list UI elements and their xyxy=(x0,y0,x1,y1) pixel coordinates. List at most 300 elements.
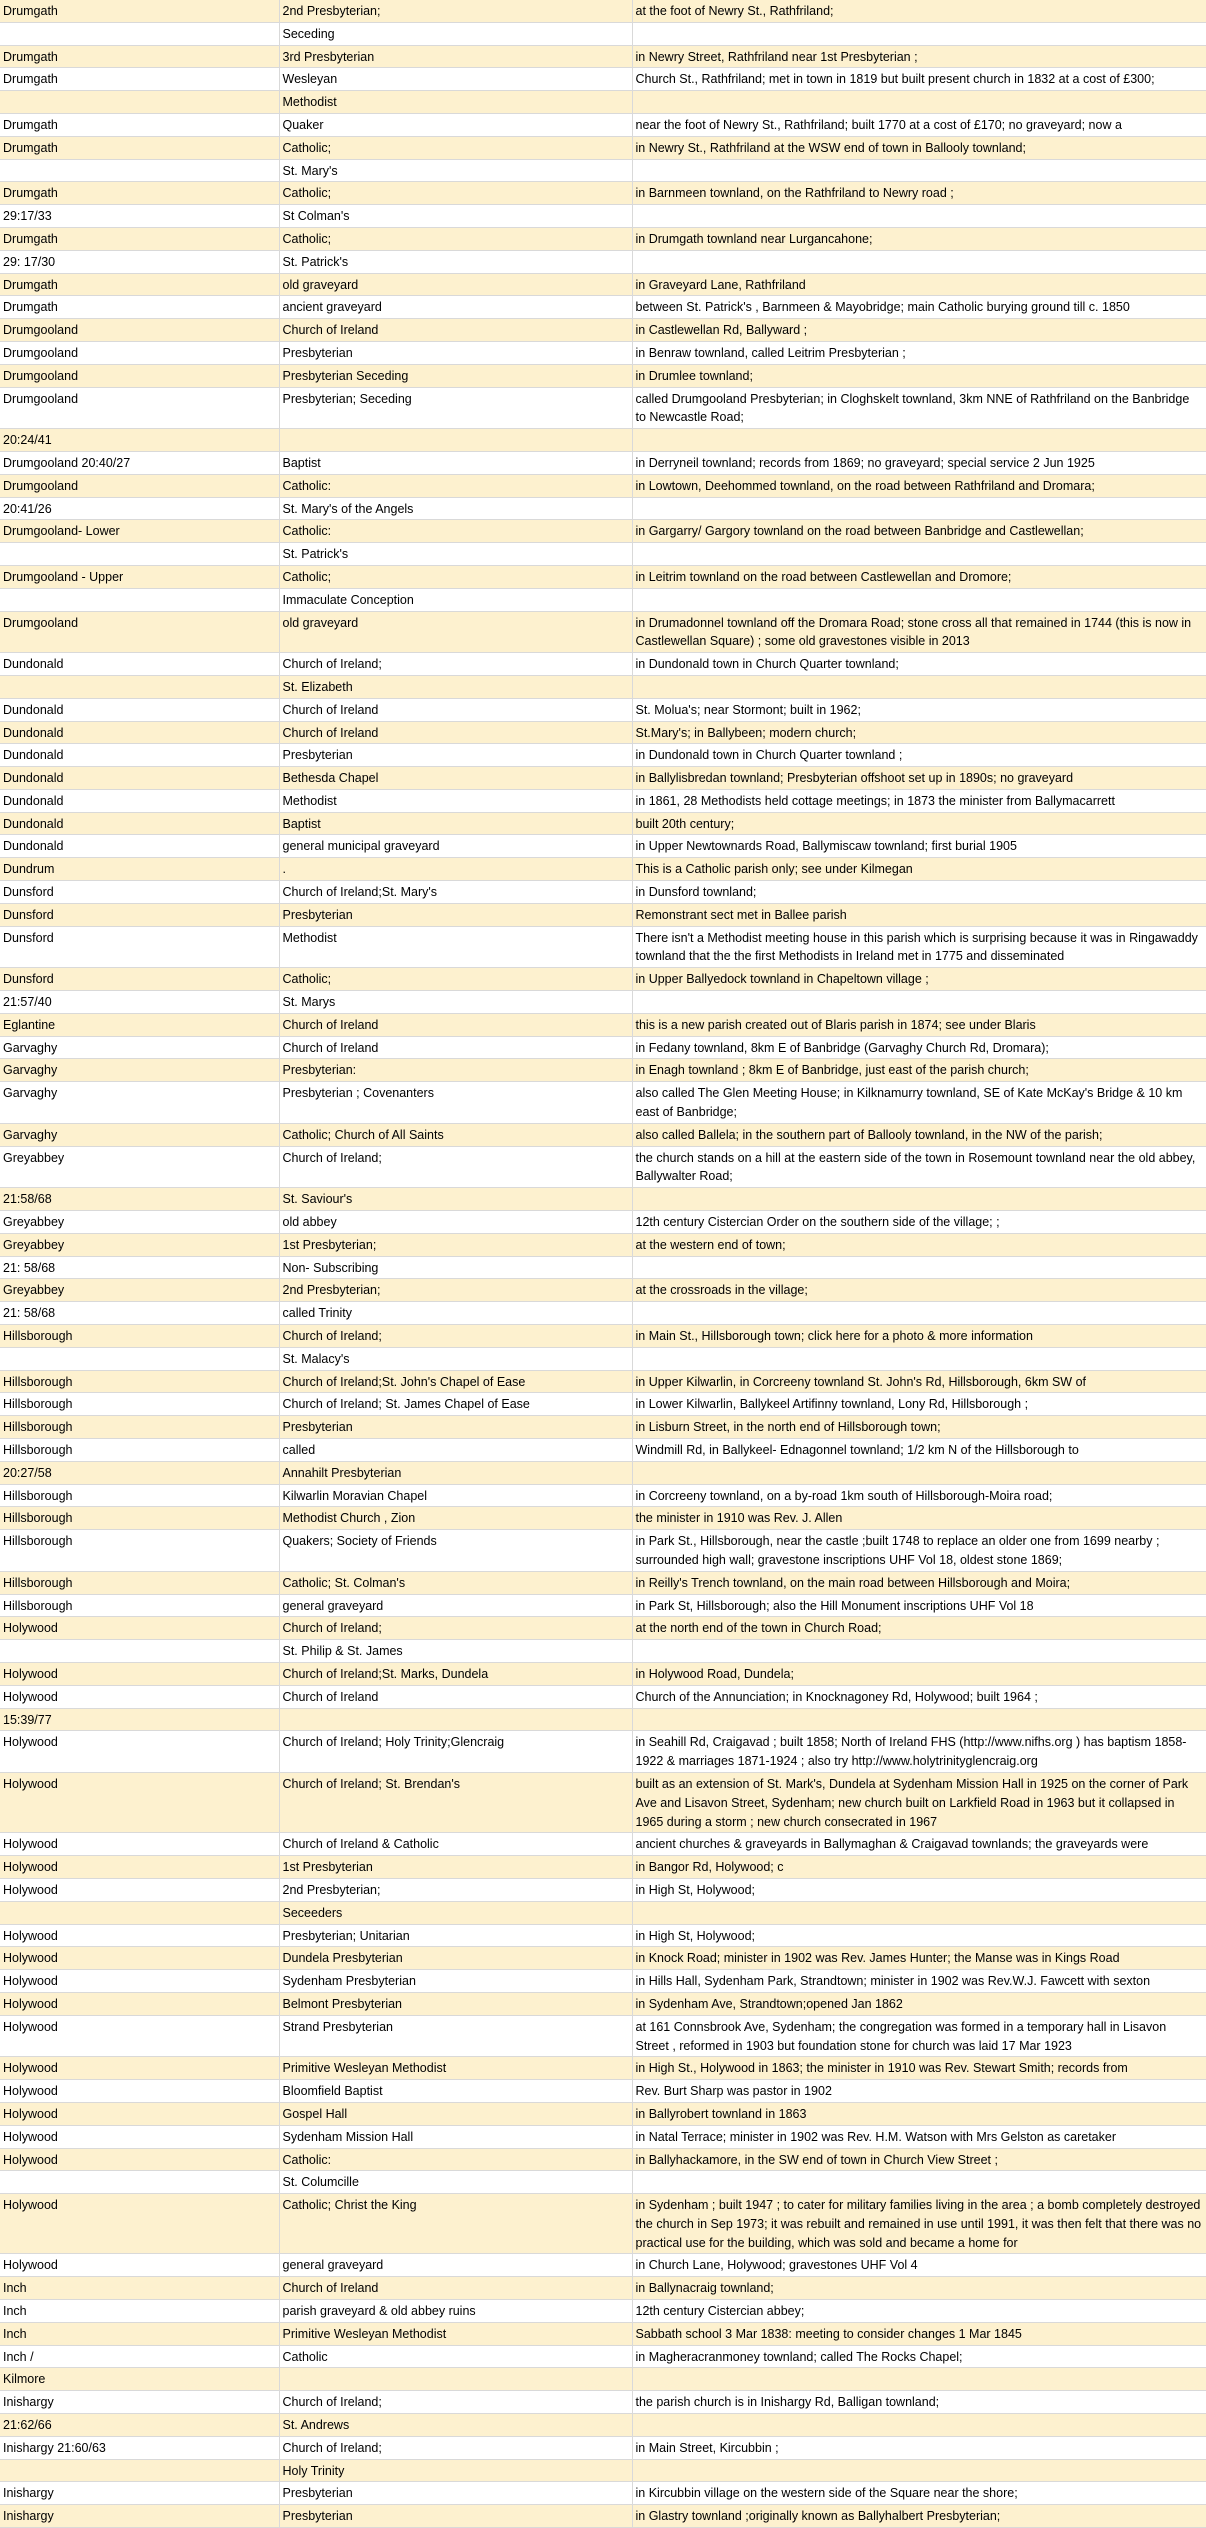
parish-cell[interactable] xyxy=(0,22,279,45)
denomination-cell[interactable]: St. Philip & St. James xyxy=(279,1640,632,1663)
denomination-cell[interactable]: Church of Ireland xyxy=(279,698,632,721)
location-notes-cell[interactable]: St.Mary's; in Ballybeen; modern church; xyxy=(632,721,1206,744)
denomination-cell[interactable]: Strand Presbyterian xyxy=(279,2015,632,2057)
denomination-cell[interactable]: 3rd Presbyterian xyxy=(279,45,632,68)
parish-cell[interactable]: Hillsborough xyxy=(0,1530,279,1572)
location-notes-cell[interactable]: in High St, Holywood; xyxy=(632,1878,1206,1901)
location-notes-cell[interactable]: 12th century Cistercian Order on the southern side of the village; ; xyxy=(632,1211,1206,1234)
denomination-cell[interactable]: Sydenham Presbyterian xyxy=(279,1970,632,1993)
parish-cell[interactable]: Drumgooland xyxy=(0,611,279,653)
denomination-cell[interactable]: Methodist xyxy=(279,789,632,812)
denomination-cell[interactable]: Catholic; xyxy=(279,565,632,588)
location-notes-cell[interactable] xyxy=(632,675,1206,698)
parish-cell[interactable]: Inch xyxy=(0,2277,279,2300)
denomination-cell[interactable]: Presbyterian: xyxy=(279,1059,632,1082)
denomination-cell[interactable]: Church of Ireland;St. Mary's xyxy=(279,881,632,904)
location-notes-cell[interactable]: the minister in 1910 was Rev. J. Allen xyxy=(632,1507,1206,1530)
denomination-cell[interactable]: St. Mary's xyxy=(279,159,632,182)
parish-cell[interactable]: 21:58/68 xyxy=(0,1188,279,1211)
parish-cell[interactable] xyxy=(0,588,279,611)
parish-cell[interactable]: Kilmore xyxy=(0,2368,279,2391)
location-notes-cell[interactable]: at the north end of the town in Church Road; xyxy=(632,1617,1206,1640)
parish-cell[interactable]: Drumgath xyxy=(0,113,279,136)
location-notes-cell[interactable] xyxy=(632,1188,1206,1211)
location-notes-cell[interactable]: 12th century Cistercian abbey; xyxy=(632,2300,1206,2323)
location-notes-cell[interactable]: built as an extension of St. Mark's, Dundela at Sydenham Mission Hall in 1925 on the corner of Park Ave and Lisavon Street, Sydenham; new church built on Larkfield Road in 1963 but it collapsed in 1965 during a storm ; new church consecrated in 1967 xyxy=(632,1772,1206,1832)
location-notes-cell[interactable] xyxy=(632,588,1206,611)
location-notes-cell[interactable]: in Sydenham Ave, Strandtown;opened Jan 1862 xyxy=(632,1992,1206,2015)
location-notes-cell[interactable]: in Hills Hall, Sydenham Park, Strandtown; minister in 1902 was Rev.W.J. Fawcett with sexton xyxy=(632,1970,1206,1993)
location-notes-cell[interactable]: Remonstrant sect met in Ballee parish xyxy=(632,903,1206,926)
location-notes-cell[interactable]: in High St., Holywood in 1863; the minister in 1910 was Rev. Stewart Smith; records from xyxy=(632,2057,1206,2080)
parish-cell[interactable]: Garvaghy xyxy=(0,1082,279,1124)
denomination-cell[interactable]: . xyxy=(279,858,632,881)
denomination-cell[interactable]: called Trinity xyxy=(279,1302,632,1325)
parish-cell[interactable] xyxy=(0,2171,279,2194)
denomination-cell[interactable]: Church of Ireland;St. John's Chapel of Ease xyxy=(279,1370,632,1393)
parish-cell[interactable]: Holywood xyxy=(0,1947,279,1970)
denomination-cell[interactable]: St. Mary's of the Angels xyxy=(279,497,632,520)
denomination-cell[interactable]: St. Elizabeth xyxy=(279,675,632,698)
parish-cell[interactable]: Holywood xyxy=(0,2015,279,2057)
location-notes-cell[interactable]: in Lowtown, Deehommed townland, on the road between Rathfriland and Dromara; xyxy=(632,474,1206,497)
location-notes-cell[interactable]: in Kircubbin village on the western side of the Square near the shore; xyxy=(632,2482,1206,2505)
location-notes-cell[interactable]: in Dundonald town in Church Quarter townland; xyxy=(632,653,1206,676)
parish-cell[interactable]: Drumgath xyxy=(0,296,279,319)
parish-cell[interactable]: Dundonald xyxy=(0,835,279,858)
location-notes-cell[interactable]: in Drumgath townland near Lurgancahone; xyxy=(632,227,1206,250)
parish-cell[interactable]: Holywood xyxy=(0,2125,279,2148)
parish-cell[interactable]: Hillsborough xyxy=(0,1507,279,1530)
denomination-cell[interactable]: Non- Subscribing xyxy=(279,1256,632,1279)
parish-cell[interactable]: Hillsborough xyxy=(0,1439,279,1462)
denomination-cell[interactable]: Presbyterian Seceding xyxy=(279,364,632,387)
location-notes-cell[interactable]: in Natal Terrace; minister in 1902 was Rev. H.M. Watson with Mrs Gelston as caretaker xyxy=(632,2125,1206,2148)
parish-cell[interactable]: Hillsborough xyxy=(0,1571,279,1594)
parish-cell[interactable]: Drumgooland xyxy=(0,364,279,387)
location-notes-cell[interactable]: in Lisburn Street, in the north end of Hillsborough town; xyxy=(632,1416,1206,1439)
parish-cell[interactable]: Hillsborough xyxy=(0,1325,279,1348)
parish-cell[interactable]: Inishargy xyxy=(0,2505,279,2528)
parish-cell[interactable]: Holywood xyxy=(0,1833,279,1856)
parish-cell[interactable]: 21: 58/68 xyxy=(0,1256,279,1279)
location-notes-cell[interactable]: in Main Street, Kircubbin ; xyxy=(632,2436,1206,2459)
parish-cell[interactable]: 21: 58/68 xyxy=(0,1302,279,1325)
location-notes-cell[interactable]: in Seahill Rd, Craigavad ; built 1858; North of Ireland FHS (http://www.nifhs.org ) has baptism 1858-1922 & marriages 1871-1924 ; also try http://www.holytrinityglencraig.org xyxy=(632,1731,1206,1773)
parish-cell[interactable]: Drumgooland xyxy=(0,474,279,497)
denomination-cell[interactable] xyxy=(279,429,632,452)
denomination-cell[interactable]: Church of Ireland; xyxy=(279,1325,632,1348)
location-notes-cell[interactable] xyxy=(632,2171,1206,2194)
denomination-cell[interactable]: Church of Ireland; xyxy=(279,2391,632,2414)
denomination-cell[interactable]: St. Patrick's xyxy=(279,250,632,273)
parish-cell[interactable]: 29: 17/30 xyxy=(0,250,279,273)
parish-cell[interactable] xyxy=(0,543,279,566)
parish-cell[interactable]: Drumgooland 20:40/27 xyxy=(0,451,279,474)
parish-cell[interactable]: Dundonald xyxy=(0,744,279,767)
location-notes-cell[interactable] xyxy=(632,2414,1206,2437)
parish-cell[interactable]: Dundonald xyxy=(0,653,279,676)
parish-cell[interactable]: Dundonald xyxy=(0,698,279,721)
location-notes-cell[interactable]: in Castlewellan Rd, Ballyward ; xyxy=(632,319,1206,342)
denomination-cell[interactable]: Kilwarlin Moravian Chapel xyxy=(279,1484,632,1507)
parish-cell[interactable]: Dunsford xyxy=(0,903,279,926)
denomination-cell[interactable]: Bloomfield Baptist xyxy=(279,2080,632,2103)
location-notes-cell[interactable]: in Sydenham ; built 1947 ; to cater for military families living in the area ; a bomb completely destroyed the church in Sep 1973; it was rebuilt and remained in use until 1991, it was then felt that there was no practical use for the building, which was sold and became a home for xyxy=(632,2194,1206,2254)
parish-cell[interactable]: Drumgooland - Upper xyxy=(0,565,279,588)
parish-cell[interactable]: Holywood xyxy=(0,2102,279,2125)
location-notes-cell[interactable]: also called The Glen Meeting House; in Kilknamurry townland, SE of Kate McKay's Bridge & 10 km east of Banbridge; xyxy=(632,1082,1206,1124)
denomination-cell[interactable]: old graveyard xyxy=(279,273,632,296)
location-notes-cell[interactable]: between St. Patrick's , Barnmeen & Mayobridge; main Catholic burying ground till c. 1850 xyxy=(632,296,1206,319)
location-notes-cell[interactable]: in Ballyrobert townland in 1863 xyxy=(632,2102,1206,2125)
parish-cell[interactable]: Dunsford xyxy=(0,968,279,991)
denomination-cell[interactable]: Seceeders xyxy=(279,1901,632,1924)
parish-cell[interactable]: Drumgooland xyxy=(0,319,279,342)
denomination-cell[interactable]: St Colman's xyxy=(279,205,632,228)
denomination-cell[interactable]: Church of Ireland;St. Marks, Dundela xyxy=(279,1662,632,1685)
location-notes-cell[interactable]: Church St., Rathfriland; met in town in 1819 but built present church in 1832 at a cost of £300; xyxy=(632,68,1206,91)
location-notes-cell[interactable]: in Newry Street, Rathfriland near 1st Presbyterian ; xyxy=(632,45,1206,68)
parish-cell[interactable]: Holywood xyxy=(0,1731,279,1773)
parish-cell[interactable]: Drumgath xyxy=(0,45,279,68)
denomination-cell[interactable]: Church of Ireland xyxy=(279,319,632,342)
location-notes-cell[interactable]: Church of the Annunciation; in Knocknagoney Rd, Holywood; built 1964 ; xyxy=(632,1685,1206,1708)
denomination-cell[interactable]: Church of Ireland xyxy=(279,1685,632,1708)
parish-cell[interactable]: Inishargy 21:60/63 xyxy=(0,2436,279,2459)
parish-cell[interactable]: Drumgooland xyxy=(0,341,279,364)
denomination-cell[interactable]: parish graveyard & old abbey ruins xyxy=(279,2300,632,2323)
location-notes-cell[interactable]: the parish church is in Inishargy Rd, Balligan townland; xyxy=(632,2391,1206,2414)
parish-cell[interactable]: Greyabbey xyxy=(0,1211,279,1234)
location-notes-cell[interactable]: in Magheracranmoney townland; called The Rocks Chapel; xyxy=(632,2345,1206,2368)
denomination-cell[interactable]: Gospel Hall xyxy=(279,2102,632,2125)
location-notes-cell[interactable] xyxy=(632,1461,1206,1484)
denomination-cell[interactable]: Church of Ireland; xyxy=(279,1617,632,1640)
denomination-cell[interactable]: Holy Trinity xyxy=(279,2459,632,2482)
parish-cell[interactable]: 20:24/41 xyxy=(0,429,279,452)
denomination-cell[interactable]: Church of Ireland; Holy Trinity;Glencraig xyxy=(279,1731,632,1773)
denomination-cell[interactable]: Catholic; xyxy=(279,136,632,159)
denomination-cell[interactable]: 2nd Presbyterian; xyxy=(279,0,632,22)
parish-cell[interactable]: Holywood xyxy=(0,1685,279,1708)
parish-cell[interactable]: Holywood xyxy=(0,1970,279,1993)
denomination-cell[interactable]: Presbyterian xyxy=(279,1416,632,1439)
denomination-cell[interactable]: old abbey xyxy=(279,1211,632,1234)
denomination-cell[interactable]: general graveyard xyxy=(279,1594,632,1617)
parish-cell[interactable]: Hillsborough xyxy=(0,1393,279,1416)
location-notes-cell[interactable] xyxy=(632,991,1206,1014)
denomination-cell[interactable]: Catholic: xyxy=(279,2148,632,2171)
denomination-cell[interactable]: Bethesda Chapel xyxy=(279,767,632,790)
parish-cell[interactable]: Holywood xyxy=(0,2194,279,2254)
parish-cell[interactable]: Dunsford xyxy=(0,881,279,904)
denomination-cell[interactable]: Quakers; Society of Friends xyxy=(279,1530,632,1572)
denomination-cell[interactable]: general municipal graveyard xyxy=(279,835,632,858)
location-notes-cell[interactable]: in Gargarry/ Gargory townland on the road between Banbridge and Castlewellan; xyxy=(632,520,1206,543)
denomination-cell[interactable]: St. Malacy's xyxy=(279,1347,632,1370)
denomination-cell[interactable]: Catholic; xyxy=(279,968,632,991)
denomination-cell[interactable]: called xyxy=(279,1439,632,1462)
parish-cell[interactable]: Inch xyxy=(0,2300,279,2323)
location-notes-cell[interactable]: in Graveyard Lane, Rathfriland xyxy=(632,273,1206,296)
parish-cell[interactable] xyxy=(0,2459,279,2482)
denomination-cell[interactable]: Immaculate Conception xyxy=(279,588,632,611)
location-notes-cell[interactable]: in Derryneil townland; records from 1869; no graveyard; special service 2 Jun 1925 xyxy=(632,451,1206,474)
parish-cell[interactable]: Garvaghy xyxy=(0,1059,279,1082)
parish-cell[interactable]: Holywood xyxy=(0,1772,279,1832)
denomination-cell[interactable]: Catholic; Christ the King xyxy=(279,2194,632,2254)
denomination-cell[interactable]: Church of Ireland; xyxy=(279,1146,632,1188)
denomination-cell[interactable]: Belmont Presbyterian xyxy=(279,1992,632,2015)
location-notes-cell[interactable] xyxy=(632,1256,1206,1279)
location-notes-cell[interactable] xyxy=(632,159,1206,182)
denomination-cell[interactable]: Catholic xyxy=(279,2345,632,2368)
location-notes-cell[interactable]: in Upper Kilwarlin, in Corcreeny townland St. John's Rd, Hillsborough, 6km SW of xyxy=(632,1370,1206,1393)
denomination-cell[interactable]: Primitive Wesleyan Methodist xyxy=(279,2057,632,2080)
denomination-cell[interactable]: Church of Ireland xyxy=(279,721,632,744)
denomination-cell[interactable]: Sydenham Mission Hall xyxy=(279,2125,632,2148)
denomination-cell[interactable]: Wesleyan xyxy=(279,68,632,91)
location-notes-cell[interactable]: in Corcreeny townland, on a by-road 1km south of Hillsborough-Moira road; xyxy=(632,1484,1206,1507)
parish-cell[interactable]: Holywood xyxy=(0,2080,279,2103)
location-notes-cell[interactable]: in Drumlee townland; xyxy=(632,364,1206,387)
denomination-cell[interactable]: Presbyterian xyxy=(279,2482,632,2505)
parish-cell[interactable]: Holywood xyxy=(0,1878,279,1901)
denomination-cell[interactable]: Dundela Presbyterian xyxy=(279,1947,632,1970)
location-notes-cell[interactable]: in Park St, Hillsborough; also the Hill Monument inscriptions UHF Vol 18 xyxy=(632,1594,1206,1617)
location-notes-cell[interactable]: built 20th century; xyxy=(632,812,1206,835)
location-notes-cell[interactable]: in Holywood Road, Dundela; xyxy=(632,1662,1206,1685)
denomination-cell[interactable]: Church of Ireland xyxy=(279,2277,632,2300)
location-notes-cell[interactable]: in 1861, 28 Methodists held cottage meetings; in 1873 the minister from Ballymacarrett xyxy=(632,789,1206,812)
parish-cell[interactable]: Greyabbey xyxy=(0,1233,279,1256)
denomination-cell[interactable]: Church of Ireland; St. Brendan's xyxy=(279,1772,632,1832)
parish-cell[interactable]: Drumgath xyxy=(0,182,279,205)
denomination-cell[interactable]: Primitive Wesleyan Methodist xyxy=(279,2322,632,2345)
location-notes-cell[interactable] xyxy=(632,2459,1206,2482)
location-notes-cell[interactable]: in Barnmeen townland, on the Rathfriland to Newry road ; xyxy=(632,182,1206,205)
parish-cell[interactable]: 15:39/77 xyxy=(0,1708,279,1731)
location-notes-cell[interactable]: this is a new parish created out of Blaris parish in 1874; see under Blaris xyxy=(632,1013,1206,1036)
parish-cell[interactable]: Inishargy xyxy=(0,2482,279,2505)
parish-cell[interactable]: Hillsborough xyxy=(0,1416,279,1439)
location-notes-cell[interactable]: at the foot of Newry St., Rathfriland; xyxy=(632,0,1206,22)
location-notes-cell[interactable] xyxy=(632,1708,1206,1731)
location-notes-cell[interactable] xyxy=(632,1901,1206,1924)
denomination-cell[interactable]: Catholic; xyxy=(279,227,632,250)
parish-cell[interactable]: Drumgath xyxy=(0,273,279,296)
parish-cell[interactable]: Eglantine xyxy=(0,1013,279,1036)
parish-cell[interactable]: Hillsborough xyxy=(0,1370,279,1393)
location-notes-cell[interactable]: in Dundonald town in Church Quarter townland ; xyxy=(632,744,1206,767)
location-notes-cell[interactable]: in Bangor Rd, Holywood; c xyxy=(632,1856,1206,1879)
location-notes-cell[interactable]: the church stands on a hill at the eastern side of the town in Rosemount townland near the old abbey, Ballywalter Road; xyxy=(632,1146,1206,1188)
location-notes-cell[interactable]: in Upper Newtownards Road, Ballymiscaw townland; first burial 1905 xyxy=(632,835,1206,858)
denomination-cell[interactable] xyxy=(279,2368,632,2391)
parish-cell[interactable]: Greyabbey xyxy=(0,1146,279,1188)
location-notes-cell[interactable]: Rev. Burt Sharp was pastor in 1902 xyxy=(632,2080,1206,2103)
location-notes-cell[interactable]: in Benraw townland, called Leitrim Presbyterian ; xyxy=(632,341,1206,364)
denomination-cell[interactable]: Catholic: xyxy=(279,520,632,543)
location-notes-cell[interactable]: also called Ballela; in the southern part of Ballooly townland, in the NW of the parish; xyxy=(632,1123,1206,1146)
denomination-cell[interactable]: ancient graveyard xyxy=(279,296,632,319)
denomination-cell[interactable]: Presbyterian xyxy=(279,744,632,767)
denomination-cell[interactable]: Church of Ireland; xyxy=(279,2436,632,2459)
parish-cell[interactable] xyxy=(0,91,279,114)
location-notes-cell[interactable]: in Upper Ballyedock townland in Chapeltown village ; xyxy=(632,968,1206,991)
denomination-cell[interactable]: St. Andrews xyxy=(279,2414,632,2437)
location-notes-cell[interactable]: in Leitrim townland on the road between Castlewellan and Dromore; xyxy=(632,565,1206,588)
denomination-cell[interactable]: Presbyterian xyxy=(279,2505,632,2528)
denomination-cell[interactable]: 2nd Presbyterian; xyxy=(279,1279,632,1302)
denomination-cell[interactable]: Catholic; xyxy=(279,182,632,205)
parish-cell[interactable]: Holywood xyxy=(0,2254,279,2277)
location-notes-cell[interactable]: ancient churches & graveyards in Ballymaghan & Craigavad townlands; the graveyards were xyxy=(632,1833,1206,1856)
denomination-cell[interactable]: Church of Ireland xyxy=(279,1036,632,1059)
denomination-cell[interactable]: 1st Presbyterian; xyxy=(279,1233,632,1256)
parish-cell[interactable]: Drumgath xyxy=(0,0,279,22)
location-notes-cell[interactable] xyxy=(632,2368,1206,2391)
location-notes-cell[interactable] xyxy=(632,1347,1206,1370)
location-notes-cell[interactable] xyxy=(632,91,1206,114)
parish-cell[interactable]: Inch / xyxy=(0,2345,279,2368)
parish-cell[interactable]: 20:27/58 xyxy=(0,1461,279,1484)
parish-cell[interactable]: 20:41/26 xyxy=(0,497,279,520)
parish-cell[interactable]: Holywood xyxy=(0,1924,279,1947)
parish-cell[interactable]: 29:17/33 xyxy=(0,205,279,228)
parish-cell[interactable]: Holywood xyxy=(0,1856,279,1879)
location-notes-cell[interactable]: in Ballyhackamore, in the SW end of town in Church View Street ; xyxy=(632,2148,1206,2171)
parish-cell[interactable]: Greyabbey xyxy=(0,1279,279,1302)
location-notes-cell[interactable]: in Park St., Hillsborough, near the castle ;built 1748 to replace an older one from 1699 nearby ; surrounded high wall; gravestone inscriptions UHF Vol 18, oldest stone 1869; xyxy=(632,1530,1206,1572)
denomination-cell[interactable]: Church of Ireland & Catholic xyxy=(279,1833,632,1856)
parish-cell[interactable]: Holywood xyxy=(0,1617,279,1640)
location-notes-cell[interactable]: at 161 Connsbrook Ave, Sydenham; the congregation was formed in a temporary hall in Lisavon Street , reformed in 1903 but foundation stone for church was laid 17 Mar 1923 xyxy=(632,2015,1206,2057)
parish-cell[interactable]: Hillsborough xyxy=(0,1484,279,1507)
denomination-cell[interactable]: St. Patrick's xyxy=(279,543,632,566)
location-notes-cell[interactable] xyxy=(632,429,1206,452)
parish-cell[interactable]: Dunsford xyxy=(0,926,279,968)
location-notes-cell[interactable]: called Drumgooland Presbyterian; in Cloghskelt townland, 3km NNE of Rathfriland on the Banbridge to Newcastle Road; xyxy=(632,387,1206,429)
location-notes-cell[interactable]: in Newry St., Rathfriland at the WSW end of town in Ballooly townland; xyxy=(632,136,1206,159)
parish-cell[interactable]: Hillsborough xyxy=(0,1594,279,1617)
parish-cell[interactable]: Dundonald xyxy=(0,812,279,835)
denomination-cell[interactable]: Presbyterian ; Covenanters xyxy=(279,1082,632,1124)
location-notes-cell[interactable]: in Ballynacraig townland; xyxy=(632,2277,1206,2300)
denomination-cell[interactable]: Methodist xyxy=(279,91,632,114)
parish-cell[interactable]: 21:62/66 xyxy=(0,2414,279,2437)
parish-cell[interactable]: Inch xyxy=(0,2322,279,2345)
parish-cell[interactable]: Dundonald xyxy=(0,721,279,744)
denomination-cell[interactable]: Methodist Church , Zion xyxy=(279,1507,632,1530)
denomination-cell[interactable]: Quaker xyxy=(279,113,632,136)
location-notes-cell[interactable]: in Lower Kilwarlin, Ballykeel Artifinny townland, Lony Rd, Hillsborough ; xyxy=(632,1393,1206,1416)
parish-cell[interactable]: 21:57/40 xyxy=(0,991,279,1014)
parish-cell[interactable]: Drumgath xyxy=(0,136,279,159)
location-notes-cell[interactable]: in Enagh townland ; 8km E of Banbridge, just east of the parish church; xyxy=(632,1059,1206,1082)
location-notes-cell[interactable]: Sabbath school 3 Mar 1838: meeting to consider changes 1 Mar 1845 xyxy=(632,2322,1206,2345)
denomination-cell[interactable]: old graveyard xyxy=(279,611,632,653)
denomination-cell[interactable]: Catholic: xyxy=(279,474,632,497)
location-notes-cell[interactable] xyxy=(632,543,1206,566)
denomination-cell[interactable]: Presbyterian xyxy=(279,341,632,364)
location-notes-cell[interactable]: There isn't a Methodist meeting house in this parish which is surprising because it was in Ringawaddy townland that the the first Methodists in Ireland met in 1775 and disseminated xyxy=(632,926,1206,968)
parish-cell[interactable]: Dundrum xyxy=(0,858,279,881)
parish-cell[interactable] xyxy=(0,159,279,182)
denomination-cell[interactable]: Seceding xyxy=(279,22,632,45)
location-notes-cell[interactable] xyxy=(632,1640,1206,1663)
denomination-cell[interactable]: St. Marys xyxy=(279,991,632,1014)
location-notes-cell[interactable] xyxy=(632,497,1206,520)
location-notes-cell[interactable]: in Church Lane, Holywood; gravestones UHF Vol 4 xyxy=(632,2254,1206,2277)
parish-cell[interactable] xyxy=(0,1901,279,1924)
denomination-cell[interactable]: Church of Ireland; xyxy=(279,653,632,676)
parish-cell[interactable]: Drumgooland xyxy=(0,387,279,429)
denomination-cell[interactable]: St. Columcille xyxy=(279,2171,632,2194)
denomination-cell[interactable]: Baptist xyxy=(279,451,632,474)
location-notes-cell[interactable]: in Fedany townland, 8km E of Banbridge (Garvaghy Church Rd, Dromara); xyxy=(632,1036,1206,1059)
denomination-cell[interactable]: 2nd Presbyterian; xyxy=(279,1878,632,1901)
location-notes-cell[interactable] xyxy=(632,1302,1206,1325)
denomination-cell[interactable]: Annahilt Presbyterian xyxy=(279,1461,632,1484)
denomination-cell[interactable]: Methodist xyxy=(279,926,632,968)
parish-cell[interactable]: Holywood xyxy=(0,1662,279,1685)
location-notes-cell[interactable]: at the western end of town; xyxy=(632,1233,1206,1256)
parish-cell[interactable] xyxy=(0,675,279,698)
parish-cell[interactable] xyxy=(0,1640,279,1663)
denomination-cell[interactable]: 1st Presbyterian xyxy=(279,1856,632,1879)
location-notes-cell[interactable]: in Drumadonnel townland off the Dromara Road; stone cross all that remained in 1744 (this is now in Castlewellan Square) ; some old gravestones visible in 2013 xyxy=(632,611,1206,653)
denomination-cell[interactable] xyxy=(279,1708,632,1731)
denomination-cell[interactable]: Church of Ireland; St. James Chapel of Ease xyxy=(279,1393,632,1416)
denomination-cell[interactable]: Catholic; Church of All Saints xyxy=(279,1123,632,1146)
parish-cell[interactable]: Drumgath xyxy=(0,227,279,250)
location-notes-cell[interactable]: in High St, Holywood; xyxy=(632,1924,1206,1947)
location-notes-cell[interactable]: Windmill Rd, in Ballykeel- Ednagonnel townland; 1/2 km N of the Hillsborough to xyxy=(632,1439,1206,1462)
denomination-cell[interactable]: Presbyterian; Seceding xyxy=(279,387,632,429)
parish-cell[interactable]: Dundonald xyxy=(0,767,279,790)
parish-cell[interactable]: Holywood xyxy=(0,1992,279,2015)
denomination-cell[interactable]: Presbyterian xyxy=(279,903,632,926)
denomination-cell[interactable]: general graveyard xyxy=(279,2254,632,2277)
parish-cell[interactable]: Garvaghy xyxy=(0,1123,279,1146)
parish-cell[interactable] xyxy=(0,1347,279,1370)
location-notes-cell[interactable] xyxy=(632,22,1206,45)
location-notes-cell[interactable]: at the crossroads in the village; xyxy=(632,1279,1206,1302)
parish-cell[interactable]: Drumgooland- Lower xyxy=(0,520,279,543)
denomination-cell[interactable]: St. Saviour's xyxy=(279,1188,632,1211)
location-notes-cell[interactable]: near the foot of Newry St., Rathfriland; built 1770 at a cost of £170; no graveyard; now a xyxy=(632,113,1206,136)
parish-cell[interactable]: Inishargy xyxy=(0,2391,279,2414)
location-notes-cell[interactable]: in Reilly's Trench townland, on the main road between Hillsborough and Moira; xyxy=(632,1571,1206,1594)
location-notes-cell[interactable]: St. Molua's; near Stormont; built in 1962; xyxy=(632,698,1206,721)
location-notes-cell[interactable] xyxy=(632,250,1206,273)
denomination-cell[interactable]: Presbyterian; Unitarian xyxy=(279,1924,632,1947)
parish-cell[interactable]: Holywood xyxy=(0,2148,279,2171)
denomination-cell[interactable]: Catholic; St. Colman's xyxy=(279,1571,632,1594)
parish-cell[interactable]: Garvaghy xyxy=(0,1036,279,1059)
parish-cell[interactable]: Holywood xyxy=(0,2057,279,2080)
parish-cell[interactable]: Drumgath xyxy=(0,68,279,91)
location-notes-cell[interactable]: in Ballylisbredan townland; Presbyterian offshoot set up in 1890s; no graveyard xyxy=(632,767,1206,790)
parish-cell[interactable]: Dundonald xyxy=(0,789,279,812)
denomination-cell[interactable]: Baptist xyxy=(279,812,632,835)
location-notes-cell[interactable] xyxy=(632,205,1206,228)
location-notes-cell[interactable]: in Knock Road; minister in 1902 was Rev. James Hunter; the Manse was in Kings Road xyxy=(632,1947,1206,1970)
location-notes-cell[interactable]: in Glastry townland ;originally known as Ballyhalbert Presbyterian; xyxy=(632,2505,1206,2528)
location-notes-cell[interactable]: in Main St., Hillsborough town; click here for a photo & more information xyxy=(632,1325,1206,1348)
